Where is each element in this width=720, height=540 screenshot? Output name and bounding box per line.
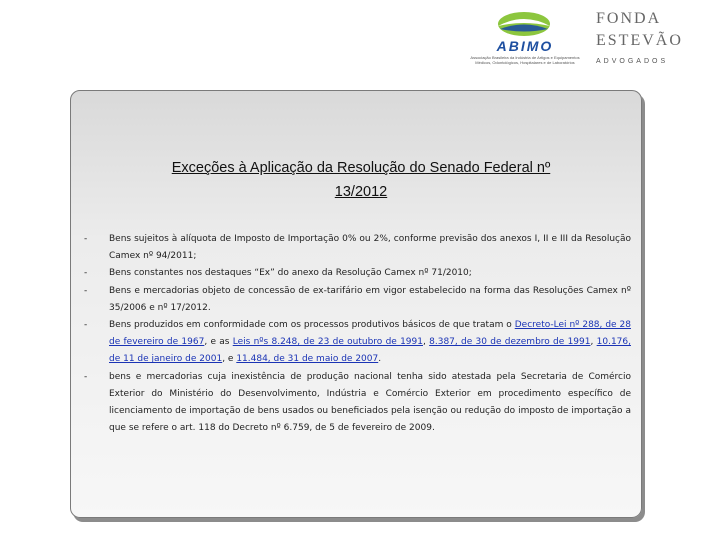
list-item (71, 317, 643, 369)
list-bullet: - (84, 371, 88, 382)
list-item (71, 369, 643, 438)
list-bullet: - (84, 268, 88, 279)
list-item-text: Bens e mercadorias objeto de concessão de ex-tarifário em vigor estabelecido na forma das Resoluções Camex nº 35/2006 e nº 17/2012. (109, 285, 631, 313)
firm-name-line3: ADVOGADOS (596, 58, 669, 65)
list-item (71, 283, 643, 317)
list-item-text: Bens sujeitos à alíquota de Imposto de Importação 0% ou 2%, conforme previsão dos anexos I, II e III da Resolução Camex nº 94/2011; (109, 234, 631, 262)
item-text-segment: . (378, 354, 382, 365)
item-text-segment: , e as (204, 337, 233, 348)
list-item (71, 265, 643, 282)
abimo-wordmark: ABIMO (496, 38, 554, 54)
firm-name-line1: FONDA (596, 10, 662, 27)
list-item-text (109, 317, 631, 369)
list-bullet: - (84, 320, 88, 331)
document-title-line1: Exceções à Aplicação da Resolução do Senado Federal nº (171, 160, 551, 176)
list-bullet: - (84, 285, 88, 296)
list-item-text: Bens constantes nos destaques “Ex” do anexo da Resolução Camex nº 71/2010; (109, 268, 472, 279)
item-text-segment: , (590, 337, 597, 348)
document-title-line2: 13/2012 (334, 184, 388, 200)
lei-10176-link[interactable]: 10.176, de 11 de janeiro de 2001 (109, 337, 631, 365)
abimo-logo (470, 8, 580, 72)
lei-8387-link[interactable]: 8.387, de 30 de dezembro de 1991 (429, 337, 591, 348)
list-bullet: - (84, 234, 88, 244)
item-text-segment: , e (222, 354, 237, 365)
item-text-segment: , (423, 337, 430, 348)
firm-name-line2: ESTEVÃO (596, 32, 683, 49)
document-title (101, 156, 621, 204)
firm-logo (596, 8, 683, 76)
list-item (71, 231, 643, 265)
item-text-segment: Bens produzidos em conformidade com os processos produtivos básicos de que tratam o (109, 320, 515, 331)
abimo-emblem-icon (484, 10, 564, 40)
list-item-text: bens e mercadorias cuja inexistência de produção nacional tenha sido atestada pela Secretaria de Comércio Exterior do Ministério do Desenvolvimento, Indústria e Comércio Exterior em procedimento específico de licenciamento de importação de bens usados ou beneficiados pela isenção ou redução do imposto de importação a que se refere o art. 118 do Decreto nº 6.759, de 5 de fevereiro de 2009. (109, 371, 631, 434)
lei-11484-link[interactable]: 11.484, de 31 de maio de 2007 (236, 354, 379, 365)
content-panel (70, 90, 642, 518)
decreto-lei-288-link[interactable]: Decreto-Lei nº 288, de 28 de fevereiro de 1967 (109, 320, 631, 348)
exceptions-list (71, 231, 643, 437)
abimo-tagline: Associação Brasileira da Indústria de Artigos e Equipamentos Médicos, Odontológicos, Hospitalares e de Laboratórios (470, 55, 580, 65)
lei-8248-link[interactable]: Leis nºs 8.248, de 23 de outubro de 1991 (232, 337, 423, 348)
